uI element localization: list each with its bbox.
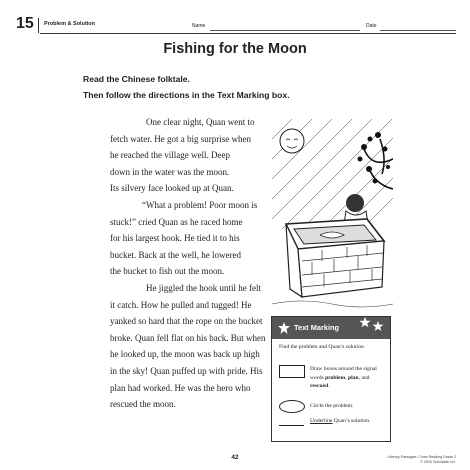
star-icon xyxy=(358,315,372,329)
story-line: down in the water was the moon. xyxy=(110,166,230,177)
credit-line-1: Literary Passages: Close Reading Grade 2 xyxy=(387,455,456,459)
underline-instruction xyxy=(310,418,370,424)
story-line: One clear night, Quan went to xyxy=(146,117,255,127)
story-line: fetch water. He got a big surprise when xyxy=(110,133,251,144)
box-instruction xyxy=(310,365,388,391)
story-line: bucket. Back at the well, he lowered xyxy=(110,249,241,260)
worksheet-header xyxy=(14,14,456,34)
box-instruction-text: Draw boxes around the signal words xyxy=(310,366,377,381)
story-line: in the sky! Quan puffed up with pride. His xyxy=(110,365,263,376)
text-marking-title: Text Marking xyxy=(294,323,340,332)
story-line: plan had worked. He was the hero who xyxy=(110,382,251,393)
story-illustration xyxy=(272,119,393,312)
name-line[interactable] xyxy=(210,30,360,31)
and-text: , and xyxy=(358,374,370,381)
page-title: Fishing for the Moon xyxy=(163,41,307,57)
story-line: he looked up, the moon was back up high xyxy=(110,349,260,360)
instruction-line: Read the Chinese folktale. xyxy=(83,74,190,84)
date-label: Date xyxy=(366,23,377,29)
section-label: Problem & Solution xyxy=(44,21,96,27)
header-rule xyxy=(40,33,456,34)
date-line[interactable] xyxy=(380,30,456,31)
story-line: rescued the moon. xyxy=(110,399,176,410)
oval-symbol xyxy=(279,400,305,413)
story-line: it catch. How he pulled and tugged! He xyxy=(110,299,252,310)
circle-instruction: Circle the problem. xyxy=(310,403,354,409)
underline-symbol xyxy=(279,425,304,426)
story-line: He jiggled the hook until he felt xyxy=(146,282,261,293)
star-icon xyxy=(278,321,290,335)
underline-word: Underline xyxy=(310,418,333,424)
story-line: broke. Quan fell flat on his back. But when xyxy=(110,332,266,343)
story-line: the bucket to fish out the moon. xyxy=(110,266,225,277)
box-symbol xyxy=(279,365,305,378)
story-line: “What a problem! Poor moon is xyxy=(142,199,258,210)
section-number: 15 xyxy=(16,15,34,32)
name-label: Name xyxy=(192,23,206,29)
story-text xyxy=(110,114,270,413)
signal-word-plan: plan xyxy=(347,374,359,381)
underline-rest: Quan’s solution. xyxy=(332,418,371,424)
instructions xyxy=(83,71,290,103)
signal-word-rescued: rescued xyxy=(310,383,329,389)
header-divider xyxy=(38,18,39,33)
instruction-line: Then follow the directions in the Text Marking box. xyxy=(83,90,290,100)
page-number: 42 xyxy=(231,454,239,461)
credit-line xyxy=(388,455,456,465)
period: . xyxy=(328,383,330,389)
story-line: yanked so hard that the rope on the bucket xyxy=(110,316,263,327)
story-line: for his largest hook. He tied it to his xyxy=(110,233,240,244)
story-line: Its silvery face looked up at Quan. xyxy=(110,183,234,194)
credit-line-2: © 2016 Scholastic Inc. xyxy=(420,460,456,464)
text-marking-intro: Find the problem and Quan’s solution. xyxy=(279,344,366,350)
text-marking-box xyxy=(271,316,391,442)
star-icon xyxy=(372,320,384,332)
story-line: he reached the village well. Deep xyxy=(110,150,230,161)
comma: , xyxy=(345,374,348,381)
signal-word-problem: problem xyxy=(325,374,346,381)
story-line: stuck!” cried Quan as he raced home xyxy=(110,216,243,227)
